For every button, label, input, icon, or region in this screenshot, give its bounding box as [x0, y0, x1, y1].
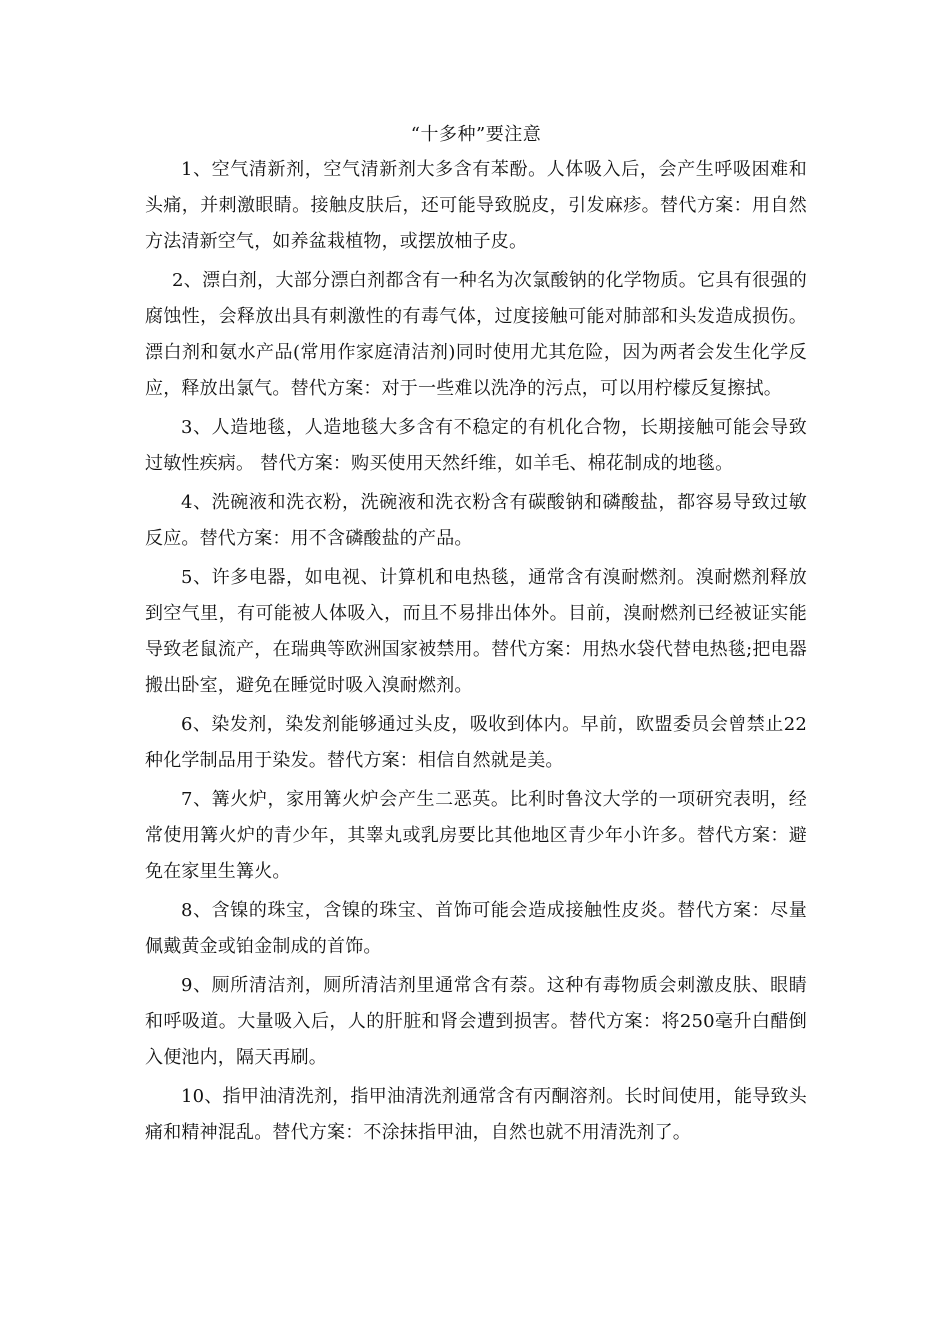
document-body [145, 118, 807, 1151]
paragraph-9: 9、厕所清洁剂，厕所清洁剂里通常含有萘。这种有毒物质会刺激皮肤、眼睛和呼吸道。大量吸入后，人的肝脏和肾会遭到损害。替代方案：将250毫升白醋倒入便池内，隔天再刷。 [145, 975, 807, 1068]
paragraph-6: 6、染发剂，染发剂能够通过头皮，吸收到体内。早前，欧盟委员会曾禁止22种化学制品用于染发。替代方案：相信自然就是美。 [145, 714, 807, 771]
paragraph-7: 7、篝火炉，家用篝火炉会产生二恶英。比利时鲁汶大学的一项研究表明，经常使用篝火炉的青少年，其睾丸或乳房要比其他地区青少年小许多。替代方案：避免在家里生篝火。 [145, 789, 807, 882]
document-title: “十多种”要注意 [410, 124, 542, 145]
paragraph-5: 5、许多电器，如电视、计算机和电热毯，通常含有溴耐燃剂。溴耐燃剂释放到空气里，有可能被人体吸入，而且不易排出体外。目前，溴耐燃剂已经被证实能导致老鼠流产，在瑞典等欧洲国家被禁用。替代方案：用热水袋代替电热毯;把电器搬出卧室，避免在睡觉时吸入溴耐燃剂。 [145, 567, 807, 696]
paragraph-4: 4、洗碗液和洗衣粉，洗碗液和洗衣粉含有碳酸钠和磷酸盐，都容易导致过敏反应。替代方案：用不含磷酸盐的产品。 [145, 492, 807, 549]
paragraph-10: 10、指甲油清洗剂，指甲油清洗剂通常含有丙酮溶剂。长时间使用，能导致头痛和精神混乱。替代方案：不涂抹指甲油，自然也就不用清洗剂了。 [145, 1086, 807, 1143]
paragraph-2: 2、漂白剂，大部分漂白剂都含有一种名为次氯酸钠的化学物质。它具有很强的腐蚀性，会释放出具有刺激性的有毒气体，过度接触可能对肺部和头发造成损伤。漂白剂和氨水产品(常用作家庭清洁剂)同时使用尤其危险，因为两者会发生化学反应，释放出氯气。替代方案：对于一些难以洗净的污点，可以用柠檬反复擦拭。 [145, 270, 807, 399]
paragraph-3: 3、人造地毯，人造地毯大多含有不稳定的有机化合物，长期接触可能会导致过敏性疾病。 替代方案：购买使用天然纤维，如羊毛、棉花制成的地毯。 [145, 417, 807, 474]
paragraph-8: 8、含镍的珠宝，含镍的珠宝、首饰可能会造成接触性皮炎。替代方案：尽量佩戴黄金或铂金制成的首饰。 [145, 900, 807, 957]
paragraph-1: 1、空气清新剂，空气清新剂大多含有苯酚。人体吸入后，会产生呼吸困难和头痛，并刺激眼睛。接触皮肤后，还可能导致脱皮，引发麻疹。替代方案：用自然方法清新空气，如养盆栽植物，或摆放柚子皮。 [145, 159, 807, 252]
